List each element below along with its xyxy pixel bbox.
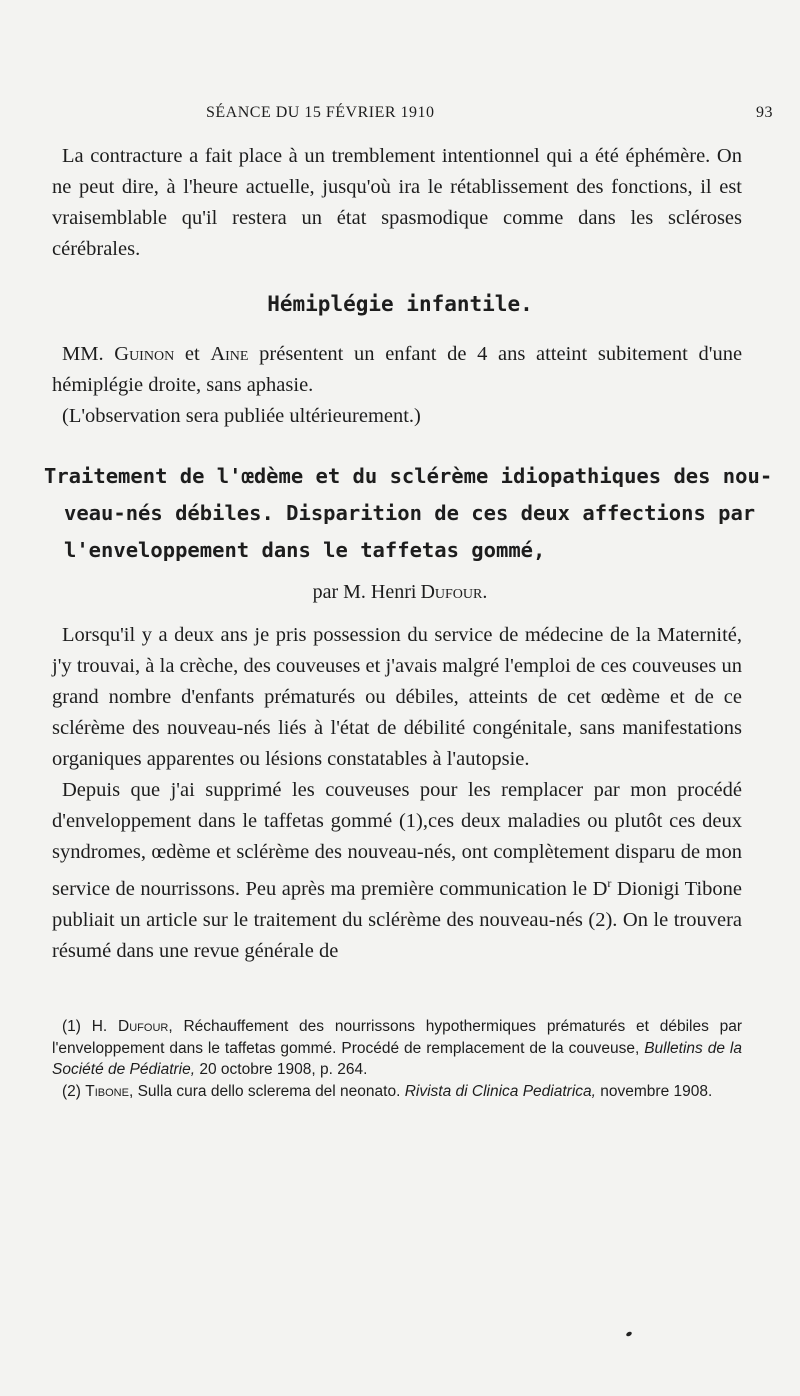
footnote-author: Tibone, [85, 1082, 134, 1100]
ink-speck [625, 1331, 632, 1337]
article-title-line: Traitement de l'œdème et du sclérème idiopathiques des nou- [44, 464, 773, 488]
hemiplegie-body: présentent un enfant de 4 ans atteint subitement d'une hémiplégie droite, sans aphasie. [52, 343, 743, 396]
article-paragraph [52, 775, 742, 967]
hemiplegie-text [52, 339, 742, 401]
authors-prefix: MM. [62, 343, 104, 365]
byline-prefix: par M. Henri [312, 581, 417, 603]
author-name: Aine [210, 343, 249, 365]
article-title [44, 458, 773, 569]
superscript: r [607, 876, 612, 890]
footnote-author: Dufour, [118, 1018, 173, 1035]
footnote-journal: Rivista di Clinica Pediatrica, [404, 1082, 596, 1100]
article-body [52, 620, 742, 967]
footnote-text: Réchauffement des nourrissons hypothermiques prématurés et débiles par l'enveloppement dans le taffetas gommé. Procédé de remplacement de la couveuse, [52, 1018, 743, 1057]
article-title-line: l'enveloppement dans le taffetas gommé, [64, 538, 546, 562]
footnote-reference: novembre 1908. [600, 1082, 713, 1100]
paragraph-text: Depuis que j'ai supprimé les couveuses pour les remplacer par mon procédé d'enveloppement dans le taffetas gommé (1),ces deux maladies ou plutôt ces deux syndromes, œdème et sclérème des nouveau-nés, ont complètement disparu de mon service de nourrissons. Peu après ma première communication le D [52, 779, 742, 900]
article-byline [0, 581, 800, 604]
running-header-title: SÉANCE DU 15 FÉVRIER 1910 [206, 104, 435, 121]
page-number: 93 [756, 104, 773, 121]
footnotes [52, 1016, 742, 1102]
byline-author: Dufour. [420, 581, 488, 603]
footnote-marker: (1) H. [62, 1018, 108, 1035]
article-paragraph: Lorsqu'il y a deux ans je pris possession du service de médecine de la Maternité, j'y trouvai, à la crèche, des couveuses et j'avais malgré l'emploi de ces couveuses un grand nombre d'enfants prématurés ou débiles, atteints de cet œdème et de ce sclérème des nouveau-nés liés à l'état de débilité congénitale, sans manifestations organiques apparentes ou lésions constatables à l'autopsie. [52, 624, 742, 770]
footnote-marker: (2) [62, 1082, 81, 1100]
footnote-1 [52, 1016, 742, 1081]
footnote-2 [52, 1081, 742, 1103]
observation-note: (L'observation sera publiée ultérieurement.) [62, 405, 421, 427]
footnote-journal: Bulletins de la Société de Pédiatrie, [52, 1039, 742, 1078]
footnote-text: Sulla cura dello sclerema del neonato. [137, 1082, 401, 1100]
author-name: Guinon [114, 343, 175, 365]
article-title-line: veau-nés débiles. Disparition de ces deux affections par [64, 501, 756, 525]
conjunction: et [184, 343, 200, 365]
footnote-reference: 20 octobre 1908, p. 264. [199, 1061, 368, 1078]
section-title-hemiplegie: Hémiplégie infantile. [267, 292, 533, 316]
continuation-paragraph [52, 141, 742, 265]
paragraph-text: Dionigi Tibone publiait un article sur le traitement du sclérème des nouveau-nés (2). On le trouvera résumé dans une revue générale de [52, 877, 742, 962]
running-header [0, 104, 800, 130]
hemiplegie-paragraph [52, 339, 742, 432]
continuation-text: La contracture a fait place à un tremblement intentionnel qui a été éphémère. On ne peut dire, à l'heure actuelle, jusqu'où ira le rétablissement des fonctions, il est vraisemblable qu'il restera un état spasmodique comme dans les scléroses cérébrales. [52, 145, 742, 260]
